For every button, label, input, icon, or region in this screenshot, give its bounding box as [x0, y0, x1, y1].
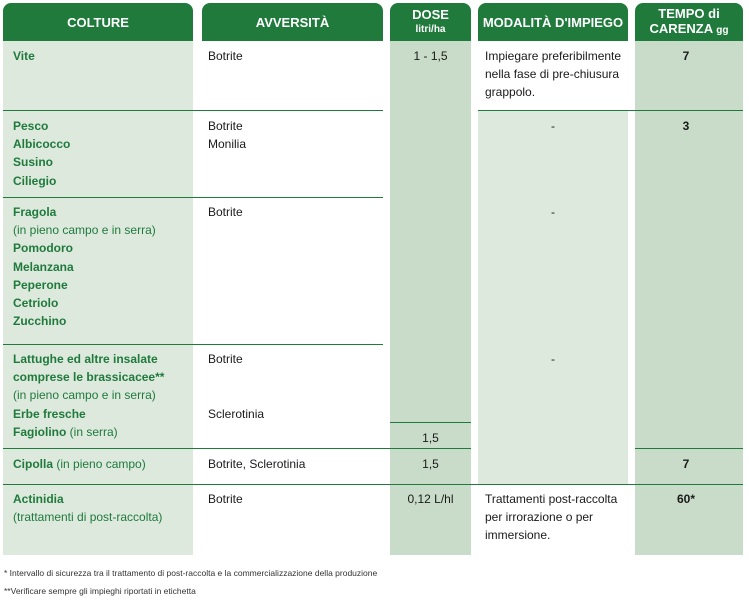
- separator-row1-right: [478, 110, 743, 111]
- dose-vite: 1 - 1,5: [413, 49, 448, 63]
- separator-dose-split: [390, 422, 471, 423]
- header-dose-label: DOSE: [412, 7, 449, 22]
- dose-actinidia: 0,12 L/hl: [407, 492, 454, 506]
- days-cipolla: 7: [682, 457, 690, 471]
- header-avversita: [202, 3, 383, 41]
- crop-group-ortaggi: Fragola (in pieno campo e in serra) Pomodoro Melanzana Peperone Cetriolo Zucchino: [13, 205, 156, 329]
- header-dose-unit: litri/ha: [415, 24, 446, 35]
- days-actinidia: 60*: [676, 492, 696, 506]
- days-vite: 7: [682, 49, 690, 63]
- footnote-2: **Verificare sempre gli impieghi riportati in etichetta: [4, 586, 196, 596]
- crop-group-insalate: Lattughe ed altre insalate comprese le brassicacee** (in pieno campo e in serra) Erbe fresche Fagiolino (in serra): [13, 352, 165, 439]
- modalita-merged-bg: [478, 110, 628, 484]
- header-tempo-label: TEMPO di: [658, 6, 720, 21]
- header-colture: [3, 3, 193, 41]
- mode-insalate: -: [551, 352, 555, 366]
- dose-column-bg: [390, 41, 471, 555]
- adversity-vite: Botrite: [208, 49, 243, 63]
- header-colture-label: COLTURE: [67, 14, 129, 30]
- header-tempo: [635, 3, 743, 41]
- adversity-insalate-1: Botrite: [208, 352, 243, 366]
- header-avversita-label: AVVERSITÀ: [255, 14, 330, 30]
- mode-drupacee: -: [551, 119, 555, 133]
- adversity-drupacee: Botrite Monilia: [208, 119, 247, 152]
- header-modalita-label: MODALITÀ D'IMPIEGO: [482, 14, 624, 30]
- header-tempo-line2: CARENZA gg: [649, 21, 729, 36]
- crop-vite: Vite: [13, 49, 35, 63]
- separator-row5: [3, 484, 743, 485]
- adversity-cipolla: Botrite, Sclerotinia: [208, 457, 306, 471]
- adversity-actinidia: Botrite: [208, 492, 243, 506]
- separator-row1-left: [3, 110, 383, 111]
- dose-cipolla: 1,5: [422, 457, 439, 471]
- crop-group-drupacee: Pesco Albicocco Susino Ciliegio: [13, 119, 71, 188]
- days-drupacee: 3: [682, 119, 690, 133]
- header-dose: [390, 3, 471, 41]
- separator-row2-left: [3, 197, 383, 198]
- mode-ortaggi: -: [551, 205, 555, 219]
- header-modalita: [478, 3, 628, 41]
- mode-vite: Impiegare preferibilmente nella fase di pre-chiusura grappolo.: [485, 49, 622, 100]
- adversity-ortaggi: Botrite: [208, 205, 243, 219]
- separator-row3-left: [3, 344, 383, 345]
- separator-row4: [3, 448, 471, 449]
- adversity-insalate-2: Sclerotinia: [208, 407, 265, 421]
- crop-cipolla: Cipolla (in pieno campo): [13, 457, 146, 471]
- dose-insalate: 1,5: [422, 431, 439, 445]
- crop-actinidia: Actinidia (trattamenti di post-raccolta): [13, 492, 163, 525]
- mode-actinidia: Trattamenti post-raccolta per irrorazione o per immersione.: [485, 492, 618, 543]
- footnote-1: * Intervallo di sicurezza tra il trattamento di post-raccolta e la commercializzazione della produzione: [4, 568, 378, 578]
- separator-row4-tempo: [635, 448, 743, 449]
